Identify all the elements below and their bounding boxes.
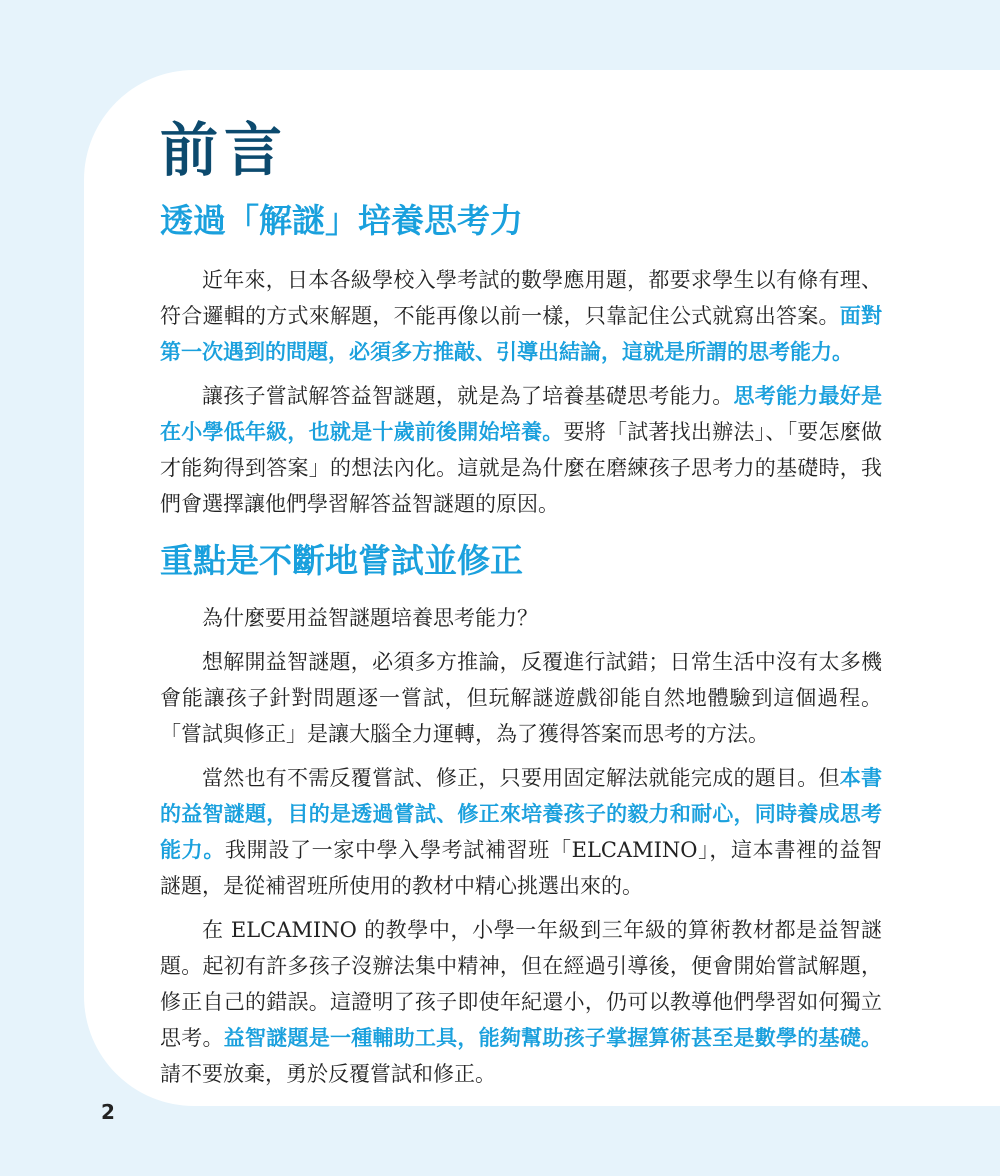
page-number: 2 [101,1100,115,1124]
paragraph [160,600,882,636]
section-heading-2: 重點是不斷地嘗試並修正 [160,541,523,580]
paragraph [160,378,882,522]
paragraph-text: 在 ELCAMINO 的教學中，小學一年級到三年級的算術教材都是益智謎題。起初有許多孩子沒辦法集中精神，但在經過引導後，便會開始嘗試解題，修正自己的錯誤。這證明了孩子即使年紀還小，仍可以教導他們學習如何獨立思考。 [160,918,882,1050]
highlighted-text: 本書的益智謎題，目的是透過嘗試、修正來培養孩子的毅力和耐心，同時養成思考能力。 [160,766,883,862]
paragraph [160,760,882,904]
section-1-body [160,262,882,530]
paragraph-text: 當然也有不需反覆嘗試、修正，只要用固定解法就能完成的題目。但 [202,766,840,790]
highlighted-text: 思考能力最好是在小學低年級，也就是十歲前後開始培養。 [160,384,883,444]
paragraph-text: 請不要放棄，勇於反覆嘗試和修正。 [160,1062,496,1086]
page-title: 前言 [160,116,289,184]
section-heading-1: 透過「解謎」培養思考力 [160,201,523,240]
paragraph [160,912,882,1092]
paragraph-text: 近年來，日本各級學校入學考試的數學應用題，都要求學生以有條有理、符合邏輯的方式來解題，不能再像以前一樣，只靠記住公式就寫出答案。 [160,268,882,328]
paragraph-text: 我開設了一家中學入學考試補習班「ELCAMINO」，這本書裡的益智謎題，是從補習班所使用的教材中精心挑選出來的。 [160,838,882,898]
paragraph-text: 為什麼要用益智謎題培養思考能力？ [202,606,538,630]
paragraph [160,644,882,752]
highlighted-text: 面對第一次遇到的問題，必須多方推敲、引導出結論，這就是所謂的思考能力。 [160,304,883,364]
paragraph [160,262,882,370]
paragraph-text: 讓孩子嘗試解答益智謎題，就是為了培養基礎思考能力。 [202,384,734,408]
paragraph-text: 要將「試著找出辦法」、「要怎麼做才能夠得到答案」的想法內化。這就是為什麼在磨練孩子思考力的基礎時，我們會選擇讓他們學習解答益智謎題的原因。 [160,420,883,516]
paragraph-text: 想解開益智謎題，必須多方推論，反覆進行試錯；日常生活中沒有太多機會能讓孩子針對問題逐一嘗試，但玩解謎遊戲卻能自然地體驗到這個過程。「嘗試與修正」是讓大腦全力運轉，為了獲得答案而思考的方法。 [160,650,882,746]
section-2-body [160,600,882,1100]
highlighted-text: 益智謎題是一種輔助工具，能夠幫助孩子掌握算術甚至是數學的基礎。 [223,1026,883,1050]
